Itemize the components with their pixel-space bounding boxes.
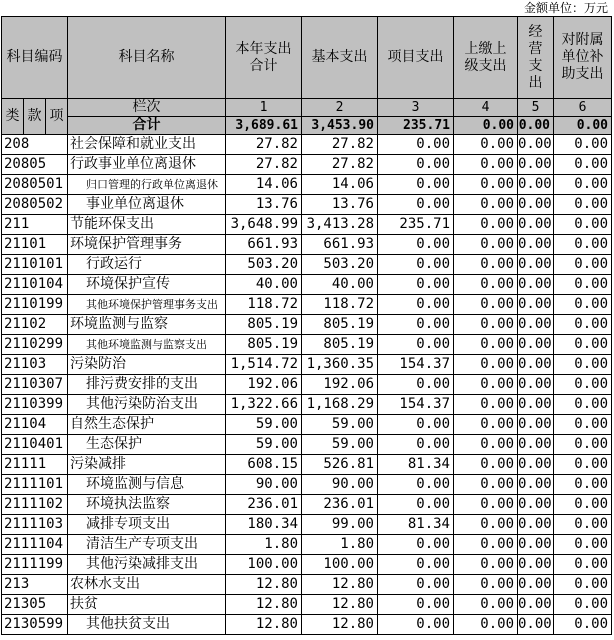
row-subsidy: 0.00 xyxy=(554,155,612,175)
row-upper: 0.00 xyxy=(454,155,518,175)
row-code: 21103 xyxy=(2,355,68,375)
row-upper: 0.00 xyxy=(454,515,518,535)
row-code: 2110399 xyxy=(2,395,68,415)
row-basic: 40.00 xyxy=(302,275,378,295)
table-row xyxy=(2,575,612,595)
row-upper: 0.00 xyxy=(454,555,518,575)
row-upper: 0.00 xyxy=(454,475,518,495)
total-business: 0.00 xyxy=(518,117,554,135)
row-upper: 0.00 xyxy=(454,235,518,255)
row-project: 235.71 xyxy=(378,215,454,235)
row-business: 0.00 xyxy=(518,135,554,155)
row-subsidy: 0.00 xyxy=(554,195,612,215)
row-name: 环境保护管理事务 xyxy=(68,235,226,255)
row-upper: 0.00 xyxy=(454,275,518,295)
row-business: 0.00 xyxy=(518,495,554,515)
row-upper: 0.00 xyxy=(454,455,518,475)
row-subsidy: 0.00 xyxy=(554,575,612,595)
row-basic: 12.80 xyxy=(302,595,378,615)
row-upper: 0.00 xyxy=(454,375,518,395)
row-total: 100.00 xyxy=(226,555,302,575)
row-upper: 0.00 xyxy=(454,295,518,315)
row-code: 21104 xyxy=(2,415,68,435)
row-business: 0.00 xyxy=(518,375,554,395)
table-row xyxy=(2,475,612,495)
row-total: 1,322.66 xyxy=(226,395,302,415)
row-basic: 192.06 xyxy=(302,375,378,395)
row-total: 27.82 xyxy=(226,155,302,175)
row-upper: 0.00 xyxy=(454,415,518,435)
row-total: 13.76 xyxy=(226,195,302,215)
row-subsidy: 0.00 xyxy=(554,295,612,315)
row-name: 其他环境保护管理事务支出 xyxy=(68,295,226,315)
row-project: 0.00 xyxy=(378,195,454,215)
row-name: 其他扶贫支出 xyxy=(68,615,226,635)
row-name: 自然生态保护 xyxy=(68,415,226,435)
row-business: 0.00 xyxy=(518,475,554,495)
row-upper: 0.00 xyxy=(454,175,518,195)
row-project: 0.00 xyxy=(378,375,454,395)
row-total: 90.00 xyxy=(226,475,302,495)
table-row xyxy=(2,255,612,275)
row-subsidy: 0.00 xyxy=(554,455,612,475)
row-code: 208 xyxy=(2,135,68,155)
row-subsidy: 0.00 xyxy=(554,555,612,575)
row-code: 20805 xyxy=(2,155,68,175)
row-total: 12.80 xyxy=(226,595,302,615)
row-upper: 0.00 xyxy=(454,595,518,615)
row-total: 12.80 xyxy=(226,615,302,635)
header-project: 项目支出 xyxy=(378,17,454,99)
row-name: 环境执法监察 xyxy=(68,495,226,515)
row-name: 行政运行 xyxy=(68,255,226,275)
row-total: 3,648.99 xyxy=(226,215,302,235)
col-num-3: 3 xyxy=(378,99,454,117)
row-subsidy: 0.00 xyxy=(554,135,612,155)
row-basic: 661.93 xyxy=(302,235,378,255)
row-project: 0.00 xyxy=(378,415,454,435)
row-subsidy: 0.00 xyxy=(554,215,612,235)
row-code: 2130599 xyxy=(2,615,68,635)
row-code: 2110199 xyxy=(2,295,68,315)
row-business: 0.00 xyxy=(518,395,554,415)
row-project: 0.00 xyxy=(378,475,454,495)
row-basic: 805.19 xyxy=(302,335,378,355)
table-row xyxy=(2,375,612,395)
table-row xyxy=(2,235,612,255)
row-total: 236.01 xyxy=(226,495,302,515)
row-code: 21102 xyxy=(2,315,68,335)
total-label: 合计 xyxy=(68,117,226,135)
row-project: 154.37 xyxy=(378,395,454,415)
row-total: 661.93 xyxy=(226,235,302,255)
table-row xyxy=(2,175,612,195)
row-project: 81.34 xyxy=(378,455,454,475)
row-code: 21111 xyxy=(2,455,68,475)
row-total: 59.00 xyxy=(226,415,302,435)
row-project: 0.00 xyxy=(378,555,454,575)
row-code: 2111101 xyxy=(2,475,68,495)
row-name: 其他污染防治支出 xyxy=(68,395,226,415)
table-row xyxy=(2,415,612,435)
table-row xyxy=(2,515,612,535)
row-total: 1,514.72 xyxy=(226,355,302,375)
col-num-1: 1 xyxy=(226,99,302,117)
row-basic: 99.00 xyxy=(302,515,378,535)
row-project: 0.00 xyxy=(378,235,454,255)
row-total: 805.19 xyxy=(226,335,302,355)
expenditure-table xyxy=(1,16,612,635)
table-row xyxy=(2,195,612,215)
header-total: 本年支出合计 xyxy=(226,17,302,99)
row-business: 0.00 xyxy=(518,315,554,335)
row-business: 0.00 xyxy=(518,215,554,235)
row-subsidy: 0.00 xyxy=(554,355,612,375)
row-business: 0.00 xyxy=(518,295,554,315)
row-upper: 0.00 xyxy=(454,535,518,555)
row-name: 行政事业单位离退休 xyxy=(68,155,226,175)
row-code: 2110299 xyxy=(2,335,68,355)
row-code: 2111104 xyxy=(2,535,68,555)
row-project: 81.34 xyxy=(378,515,454,535)
row-business: 0.00 xyxy=(518,575,554,595)
total-amount: 3,689.61 xyxy=(226,117,302,135)
header-basic: 基本支出 xyxy=(302,17,378,99)
row-code: 2111199 xyxy=(2,555,68,575)
row-name: 排污费安排的支出 xyxy=(68,375,226,395)
row-upper: 0.00 xyxy=(454,435,518,455)
row-project: 0.00 xyxy=(378,535,454,555)
row-basic: 503.20 xyxy=(302,255,378,275)
row-name: 环境监测与监察 xyxy=(68,315,226,335)
row-basic: 13.76 xyxy=(302,195,378,215)
table-row xyxy=(2,555,612,575)
row-basic: 1.80 xyxy=(302,535,378,555)
row-name: 减排专项支出 xyxy=(68,515,226,535)
row-code: 21305 xyxy=(2,595,68,615)
row-business: 0.00 xyxy=(518,535,554,555)
row-code: 2110401 xyxy=(2,435,68,455)
row-subsidy: 0.00 xyxy=(554,475,612,495)
row-basic: 100.00 xyxy=(302,555,378,575)
row-upper: 0.00 xyxy=(454,355,518,375)
row-subsidy: 0.00 xyxy=(554,375,612,395)
row-business: 0.00 xyxy=(518,195,554,215)
row-business: 0.00 xyxy=(518,255,554,275)
row-code: 211 xyxy=(2,215,68,235)
row-project: 0.00 xyxy=(378,435,454,455)
row-name: 污染防治 xyxy=(68,355,226,375)
row-subsidy: 0.00 xyxy=(554,395,612,415)
row-upper: 0.00 xyxy=(454,195,518,215)
row-subsidy: 0.00 xyxy=(554,615,612,635)
table-row xyxy=(2,355,612,375)
total-upper: 0.00 xyxy=(454,117,518,135)
row-subsidy: 0.00 xyxy=(554,435,612,455)
header-name: 科目名称 xyxy=(68,17,226,99)
row-code: 2111103 xyxy=(2,515,68,535)
row-basic: 90.00 xyxy=(302,475,378,495)
row-project: 0.00 xyxy=(378,595,454,615)
row-business: 0.00 xyxy=(518,335,554,355)
total-basic: 3,453.90 xyxy=(302,117,378,135)
row-name: 其他环境监测与监察支出 xyxy=(68,335,226,355)
row-code: 2080501 xyxy=(2,175,68,195)
row-basic: 1,360.35 xyxy=(302,355,378,375)
table-row xyxy=(2,215,612,235)
header-xiang: 项 xyxy=(46,99,68,135)
row-basic: 12.80 xyxy=(302,575,378,595)
row-name: 扶贫 xyxy=(68,595,226,615)
table-row xyxy=(2,615,612,635)
row-total: 40.00 xyxy=(226,275,302,295)
row-project: 0.00 xyxy=(378,335,454,355)
table-row xyxy=(2,135,612,155)
row-total: 59.00 xyxy=(226,435,302,455)
row-subsidy: 0.00 xyxy=(554,255,612,275)
row-basic: 526.81 xyxy=(302,455,378,475)
row-total: 27.82 xyxy=(226,135,302,155)
row-subsidy: 0.00 xyxy=(554,595,612,615)
row-subsidy: 0.00 xyxy=(554,235,612,255)
row-code: 2080502 xyxy=(2,195,68,215)
table-row xyxy=(2,335,612,355)
row-business: 0.00 xyxy=(518,415,554,435)
row-upper: 0.00 xyxy=(454,615,518,635)
row-project: 0.00 xyxy=(378,155,454,175)
row-business: 0.00 xyxy=(518,515,554,535)
row-code: 2110104 xyxy=(2,275,68,295)
row-project: 0.00 xyxy=(378,175,454,195)
row-project: 0.00 xyxy=(378,615,454,635)
row-subsidy: 0.00 xyxy=(554,335,612,355)
row-subsidy: 0.00 xyxy=(554,175,612,195)
row-name: 清洁生产专项支出 xyxy=(68,535,226,555)
row-name: 农林水支出 xyxy=(68,575,226,595)
table-row xyxy=(2,315,612,335)
total-row xyxy=(2,117,612,135)
unit-label: 金额单位：万元 xyxy=(523,1,608,15)
row-business: 0.00 xyxy=(518,455,554,475)
col-num-6: 6 xyxy=(554,99,612,117)
total-project: 235.71 xyxy=(378,117,454,135)
col-num-5: 5 xyxy=(518,99,554,117)
row-subsidy: 0.00 xyxy=(554,515,612,535)
row-business: 0.00 xyxy=(518,595,554,615)
row-name: 社会保障和就业支出 xyxy=(68,135,226,155)
row-name: 污染减排 xyxy=(68,455,226,475)
row-basic: 59.00 xyxy=(302,415,378,435)
row-basic: 59.00 xyxy=(302,435,378,455)
row-code: 213 xyxy=(2,575,68,595)
row-basic: 14.06 xyxy=(302,175,378,195)
row-upper: 0.00 xyxy=(454,395,518,415)
row-code: 2110307 xyxy=(2,375,68,395)
row-upper: 0.00 xyxy=(454,135,518,155)
row-upper: 0.00 xyxy=(454,575,518,595)
row-upper: 0.00 xyxy=(454,495,518,515)
row-project: 0.00 xyxy=(378,255,454,275)
header-upper: 上缴上级支出 xyxy=(454,17,518,99)
table-row xyxy=(2,275,612,295)
row-basic: 12.80 xyxy=(302,615,378,635)
row-subsidy: 0.00 xyxy=(554,535,612,555)
row-business: 0.00 xyxy=(518,175,554,195)
row-subsidy: 0.00 xyxy=(554,315,612,335)
table-row xyxy=(2,455,612,475)
row-project: 0.00 xyxy=(378,275,454,295)
row-subsidy: 0.00 xyxy=(554,495,612,515)
row-name: 节能环保支出 xyxy=(68,215,226,235)
row-upper: 0.00 xyxy=(454,215,518,235)
row-business: 0.00 xyxy=(518,435,554,455)
col-num-4: 4 xyxy=(454,99,518,117)
header-lanci: 栏次 xyxy=(68,99,226,117)
row-total: 805.19 xyxy=(226,315,302,335)
table-row xyxy=(2,595,612,615)
row-total: 1.80 xyxy=(226,535,302,555)
table-row xyxy=(2,395,612,415)
row-business: 0.00 xyxy=(518,275,554,295)
row-code: 21101 xyxy=(2,235,68,255)
row-total: 12.80 xyxy=(226,575,302,595)
row-business: 0.00 xyxy=(518,555,554,575)
row-total: 503.20 xyxy=(226,255,302,275)
row-upper: 0.00 xyxy=(454,335,518,355)
row-name: 环境监测与信息 xyxy=(68,475,226,495)
row-basic: 805.19 xyxy=(302,315,378,335)
row-project: 0.00 xyxy=(378,295,454,315)
table-row xyxy=(2,495,612,515)
header-business: 经营支出 xyxy=(518,17,554,99)
row-basic: 27.82 xyxy=(302,135,378,155)
row-business: 0.00 xyxy=(518,235,554,255)
row-subsidy: 0.00 xyxy=(554,415,612,435)
row-basic: 118.72 xyxy=(302,295,378,315)
total-subsidy: 0.00 xyxy=(554,117,612,135)
row-total: 192.06 xyxy=(226,375,302,395)
row-business: 0.00 xyxy=(518,355,554,375)
table-row xyxy=(2,295,612,315)
header-subsidy: 对附属单位补助支出 xyxy=(554,17,612,99)
row-project: 0.00 xyxy=(378,315,454,335)
row-upper: 0.00 xyxy=(454,255,518,275)
row-basic: 3,413.28 xyxy=(302,215,378,235)
col-num-2: 2 xyxy=(302,99,378,117)
row-total: 14.06 xyxy=(226,175,302,195)
row-basic: 1,168.29 xyxy=(302,395,378,415)
row-name: 事业单位离退休 xyxy=(68,195,226,215)
row-code: 2110101 xyxy=(2,255,68,275)
row-business: 0.00 xyxy=(518,155,554,175)
table-row xyxy=(2,435,612,455)
row-project: 0.00 xyxy=(378,495,454,515)
header-kuan: 款 xyxy=(24,99,46,135)
row-project: 0.00 xyxy=(378,575,454,595)
row-subsidy: 0.00 xyxy=(554,275,612,295)
table-row xyxy=(2,535,612,555)
header-lei: 类 xyxy=(2,99,24,135)
row-project: 0.00 xyxy=(378,135,454,155)
row-code: 2111102 xyxy=(2,495,68,515)
header-code: 科目编码 xyxy=(2,17,68,99)
row-project: 154.37 xyxy=(378,355,454,375)
row-name: 环境保护宣传 xyxy=(68,275,226,295)
table-row xyxy=(2,155,612,175)
row-name: 归口管理的行政单位离退休 xyxy=(68,175,226,195)
row-total: 180.34 xyxy=(226,515,302,535)
row-total: 608.15 xyxy=(226,455,302,475)
row-basic: 236.01 xyxy=(302,495,378,515)
row-name: 生态保护 xyxy=(68,435,226,455)
row-name: 其他污染减排支出 xyxy=(68,555,226,575)
row-total: 118.72 xyxy=(226,295,302,315)
row-basic: 27.82 xyxy=(302,155,378,175)
row-business: 0.00 xyxy=(518,615,554,635)
row-upper: 0.00 xyxy=(454,315,518,335)
